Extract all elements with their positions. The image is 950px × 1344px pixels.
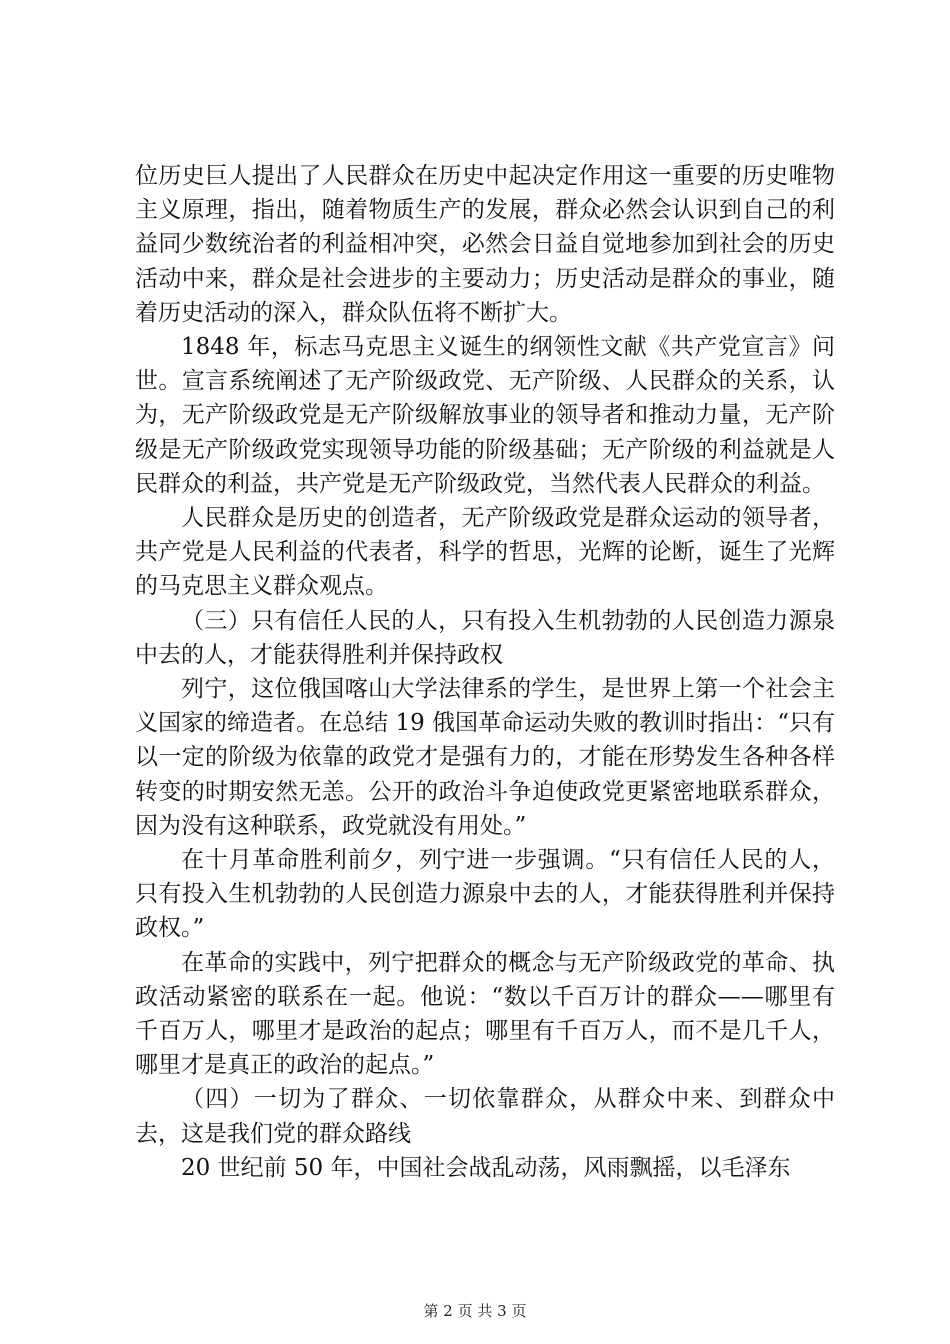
paragraph: 20 世纪前 50 年，中国社会战乱动荡，风雨飘摇，以毛泽东 xyxy=(181,1154,791,1181)
section-heading: （四）一切为了群众、一切依靠群众，从群众中来、到群众中去，这是我们党的群众路线 xyxy=(135,1086,835,1147)
page-footer: 第 2 页 共 3 页 xyxy=(423,1302,527,1320)
section-heading: （三）只有信任人民的人，只有投入生机勃勃的人民创造力源泉中去的人，才能获得胜利并保持政权 xyxy=(135,607,835,668)
paragraph: 在十月革命胜利前夕，列宁进一步强调。“只有信任人民的人，只有投入生机勃勃的人民创造力源泉中去的人，才能获得胜利并保持政权。” xyxy=(135,847,835,942)
paragraph: 1848 年，标志马克思主义诞生的纲领性文献《共产党宣言》问世。宣言系统阐述了无产阶级政党、无产阶级、人民群众的关系，认为，无产阶级政党是无产阶级解放事业的领导者和推动力量，无产阶级是无产阶级政党实现领导功能的阶级基础；无产阶级的利益就是人民群众的利益，共产党是无产阶级政党，当然代表人民群众的利益。 xyxy=(135,334,835,497)
document-body xyxy=(135,159,835,1185)
paragraph: 人民群众是历史的创造者，无产阶级政党是群众运动的领导者，共产党是人民利益的代表者，科学的哲思，光辉的论断，诞生了光辉的马克思主义群众观点。 xyxy=(135,505,835,600)
paragraph: 列宁，这位俄国喀山大学法律系的学生，是世界上第一个社会主义国家的缔造者。在总结 19 俄国革命运动失败的教训时指出：“只有以一定的阶级为依靠的政党才是强有力的，才能在形势发生各种各样转变的时期安然无恙。公开的政治斗争迫使政党更紧密地联系群众，因为没有这种联系，政党就没有用处。” xyxy=(135,676,835,839)
paragraph: 位历史巨人提出了人民群众在历史中起决定作用这一重要的历史唯物主义原理，指出，随着物质生产的发展，群众必然会认识到自己的利益同少数统治者的利益相冲突，必然会日益自觉地参加到社会的历史活动中来，群众是社会进步的主要动力；历史活动是群众的事业，随着历史活动的深入，群众队伍将不断扩大。 xyxy=(135,163,835,326)
paragraph: 在革命的实践中，列宁把群众的概念与无产阶级政党的革命、执政活动紧密的联系在一起。他说：“数以千百万计的群众——哪里有千百万人，哪里才是政治的起点；哪里有千百万人，而不是几千人，哪里才是真正的政治的起点。” xyxy=(135,949,835,1079)
